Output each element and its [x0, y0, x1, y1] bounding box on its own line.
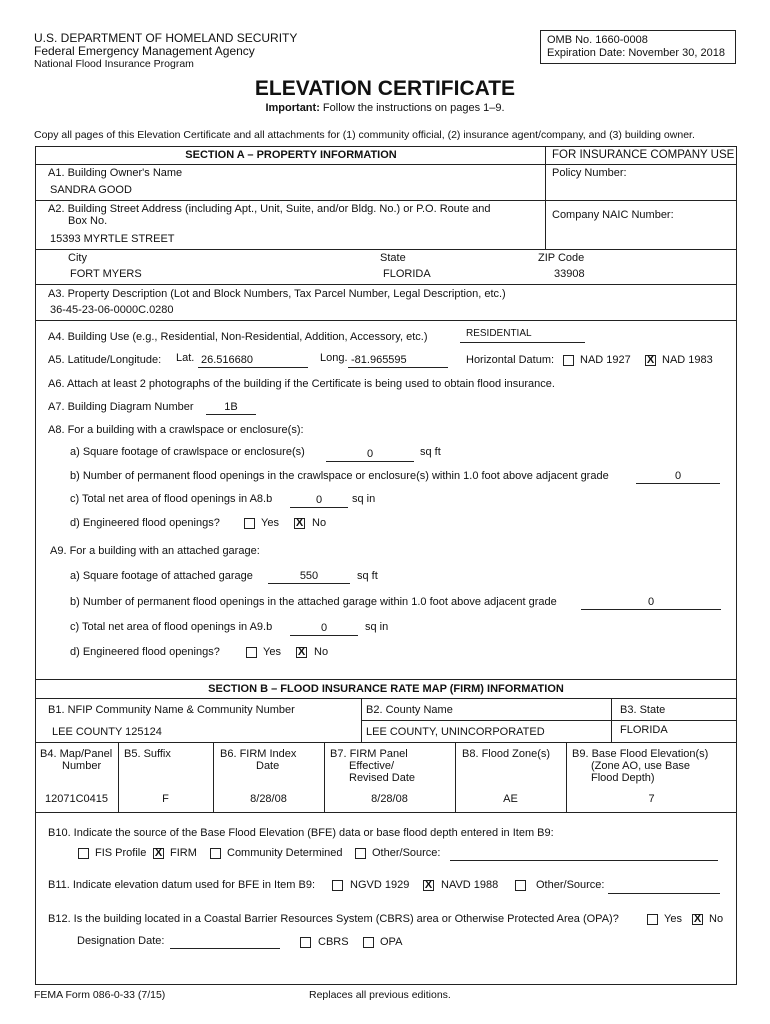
a9a-label: a) Square footage of attached garage	[70, 570, 253, 582]
section-a-title: SECTION A – PROPERTY INFORMATION	[185, 149, 397, 161]
a8a-value[interactable]: 0	[366, 448, 374, 460]
b9-label-cont2: Flood Depth)	[591, 772, 655, 784]
b12-opa-checkbox[interactable]	[363, 937, 374, 948]
nad1983-label: NAD 1983	[662, 354, 713, 366]
a8b-value[interactable]: 0	[674, 470, 682, 482]
b7-firm-panel-date-value[interactable]: 8/28/08	[371, 793, 408, 805]
zip-label: ZIP Code	[538, 252, 585, 264]
replaces-note: Replaces all previous editions.	[309, 989, 451, 1001]
b12-opa-label: OPA	[380, 936, 403, 948]
b2-county-value[interactable]: LEE COUNTY, UNINCORPORATED	[366, 726, 545, 738]
agency-name: Federal Emergency Management Agency	[34, 44, 255, 58]
b12-designation-label: Designation Date:	[77, 935, 165, 947]
horizontal-datum-label: Horizontal Datum:	[466, 354, 555, 366]
omb-number: OMB No. 1660-0008	[547, 34, 648, 46]
copy-instructions: Copy all pages of this Elevation Certificate and all attachments for (1) community official, (2) insurance agent/company, and (3) building owner.	[34, 129, 695, 141]
b4-map-panel-value[interactable]: 12071C0415	[44, 793, 108, 805]
omb-box	[540, 30, 736, 64]
b8-label: B8. Flood Zone(s)	[462, 748, 551, 760]
b10-fis-label: FIS Profile	[95, 847, 147, 859]
a9c-unit: sq in	[365, 621, 389, 633]
a9a-value[interactable]: 550	[299, 570, 319, 582]
a7-label: A7. Building Diagram Number	[48, 401, 194, 413]
a9a-unit: sq ft	[357, 570, 378, 582]
a8d-yes-label: Yes	[261, 517, 279, 529]
b10-firm-checkbox[interactable]: X	[154, 847, 163, 859]
b12-yes-checkbox[interactable]	[647, 914, 658, 925]
a9b-label: b) Number of permanent flood openings in the attached garage within 1.0 foot above adjacent grade	[70, 596, 557, 608]
b10-fis-checkbox[interactable]	[78, 848, 89, 859]
a8c-value[interactable]: 0	[315, 494, 323, 506]
a6-label: A6. Attach at least 2 photographs of the building if the Certificate is being used to obtain flood insurance.	[48, 378, 555, 390]
b6-firm-index-date-value[interactable]: 8/28/08	[250, 793, 287, 805]
b12-no-label: No	[709, 913, 724, 925]
a9c-value[interactable]: 0	[320, 622, 328, 634]
department-name: U.S. DEPARTMENT OF HOMELAND SECURITY	[34, 31, 298, 45]
b9-label: B9. Base Flood Elevation(s)	[572, 748, 709, 760]
b10-other-source-field[interactable]	[450, 860, 718, 861]
a3-label: A3. Property Description (Lot and Block Numbers, Tax Parcel Number, Legal Description, etc.)	[48, 288, 506, 300]
b8-flood-zone-value[interactable]: AE	[503, 793, 518, 805]
a7-diagram-number[interactable]: 1B	[224, 401, 238, 413]
b7-label-cont2: Revised Date	[349, 772, 416, 784]
a9d-label: d) Engineered flood openings?	[70, 646, 220, 658]
nad1927-label: NAD 1927	[580, 354, 631, 366]
a3-property-description[interactable]: 36-45-23-06-0000C.0280	[50, 304, 174, 316]
a8d-label: d) Engineered flood openings?	[70, 517, 220, 529]
b11-navd-label: NAVD 1988	[441, 879, 499, 891]
a1-owner-name[interactable]: SANDRA GOOD	[50, 184, 132, 196]
b12-yes-label: Yes	[664, 913, 682, 925]
b3-state-value[interactable]: FLORIDA	[620, 724, 668, 736]
b11-ngvd-label: NGVD 1929	[350, 879, 410, 891]
important-note	[0, 102, 770, 114]
b11-other-checkbox[interactable]	[515, 880, 526, 891]
city-value[interactable]: FORT MYERS	[70, 268, 142, 280]
long-label: Long.	[320, 352, 348, 364]
b6-label-cont: Date	[256, 760, 280, 772]
a9-label: A9. For a building with an attached garage:	[50, 545, 260, 557]
a9d-yes-checkbox[interactable]	[246, 647, 257, 658]
b7-label-cont1: Effective/	[349, 760, 395, 772]
b11-other-source-field[interactable]	[608, 893, 720, 894]
nad1927-checkbox[interactable]	[563, 355, 574, 366]
lat-label: Lat.	[176, 352, 195, 364]
a8-label: A8. For a building with a crawlspace or enclosure(s):	[48, 424, 304, 436]
b12-designation-date-field[interactable]	[170, 948, 280, 949]
b7-label: B7. FIRM Panel	[330, 748, 408, 760]
important-label: Important:	[265, 102, 320, 114]
a9d-no-checkbox[interactable]: X	[297, 646, 306, 658]
important-text: Follow the instructions on pages 1–9.	[322, 102, 505, 114]
b9-bfe-value[interactable]: 7	[648, 793, 655, 805]
a8c-label: c) Total net area of flood openings in A8.b	[70, 493, 273, 505]
nad1983-checkbox[interactable]: X	[646, 354, 655, 366]
a2-label-cont: Box No.	[68, 215, 108, 227]
b1-label: B1. NFIP Community Name & Community Number	[48, 704, 295, 716]
b1-community-value[interactable]: LEE COUNTY 125124	[52, 726, 162, 738]
b10-community-label: Community Determined	[227, 847, 343, 859]
form-title: ELEVATION CERTIFICATE	[254, 77, 516, 100]
program-name: National Flood Insurance Program	[34, 58, 194, 70]
b10-label: B10. Indicate the source of the Base Flood Elevation (BFE) data or base flood depth entered in Item B9:	[48, 827, 554, 839]
expiration-date: Expiration Date: November 30, 2018	[547, 47, 725, 59]
a8b-label: b) Number of permanent flood openings in the crawlspace or enclosure(s) within 1.0 foot above adjacent grade	[70, 470, 609, 482]
a1-label: A1. Building Owner's Name	[48, 167, 183, 179]
b11-other-label: Other/Source:	[536, 879, 605, 891]
b12-cbrs-label: CBRS	[318, 936, 349, 948]
a9c-label: c) Total net area of flood openings in A9.b	[70, 621, 273, 633]
a8d-yes-checkbox[interactable]	[244, 518, 255, 529]
b11-navd-checkbox[interactable]: X	[424, 879, 433, 891]
b6-label: B6. FIRM Index	[220, 748, 297, 760]
a9b-value[interactable]: 0	[647, 596, 655, 608]
a4-label: A4. Building Use (e.g., Residential, Non-Residential, Addition, Accessory, etc.)	[48, 331, 428, 343]
b9-label-cont1: (Zone AO, use Base	[591, 760, 691, 772]
a8a-unit: sq ft	[420, 446, 441, 458]
naic-label: Company NAIC Number:	[552, 209, 674, 221]
policy-number-label: Policy Number:	[552, 167, 627, 179]
b12-no-checkbox[interactable]: X	[693, 913, 702, 925]
b12-cbrs-checkbox[interactable]	[300, 937, 311, 948]
a8a-label: a) Square footage of crawlspace or enclosure(s)	[70, 446, 305, 458]
b11-ngvd-checkbox[interactable]	[332, 880, 343, 891]
state-label: State	[380, 252, 406, 264]
a8c-unit: sq in	[352, 493, 376, 505]
a2-label: A2. Building Street Address (including Apt., Unit, Suite, and/or Bldg. No.) or P.O. Route and	[48, 203, 491, 215]
insurance-use-heading: FOR INSURANCE COMPANY USE	[552, 149, 735, 161]
section-b-title: SECTION B – FLOOD INSURANCE RATE MAP (FIRM) INFORMATION	[208, 683, 564, 695]
a8d-no-label: No	[312, 517, 327, 529]
b10-other-label: Other/Source:	[372, 847, 441, 859]
city-label: City	[68, 252, 87, 264]
a9d-no-label: No	[314, 646, 329, 658]
b4-label-cont: Number	[62, 760, 102, 772]
b4-label: B4. Map/Panel	[40, 748, 113, 760]
b2-label: B2. County Name	[366, 704, 453, 716]
state-value[interactable]: FLORIDA	[383, 268, 431, 280]
longitude-value[interactable]: -81.965595	[351, 354, 407, 366]
a8d-no-checkbox[interactable]: X	[295, 517, 304, 529]
b3-label: B3. State	[620, 704, 666, 716]
b12-label: B12. Is the building located in a Coastal Barrier Resources System (CBRS) area or Otherwise Protected Area (OPA)?	[48, 913, 619, 925]
b5-label: B5. Suffix	[124, 748, 171, 760]
b10-other-checkbox[interactable]	[355, 848, 366, 859]
b10-firm-label: FIRM	[170, 847, 197, 859]
a2-street-address[interactable]: 15393 MYRTLE STREET	[50, 233, 175, 245]
b10-community-checkbox[interactable]	[210, 848, 221, 859]
a4-building-use[interactable]: RESIDENTIAL	[466, 328, 532, 339]
b5-suffix-value[interactable]: F	[162, 793, 169, 805]
latitude-value[interactable]: 26.516680	[201, 354, 253, 366]
zip-value[interactable]: 33908	[554, 268, 585, 280]
a5-label: A5. Latitude/Longitude:	[48, 354, 162, 366]
b11-label: B11. Indicate elevation datum used for BFE in Item B9:	[48, 879, 315, 891]
form-number: FEMA Form 086-0-33 (7/15)	[34, 989, 166, 1001]
a9d-yes-label: Yes	[263, 646, 281, 658]
